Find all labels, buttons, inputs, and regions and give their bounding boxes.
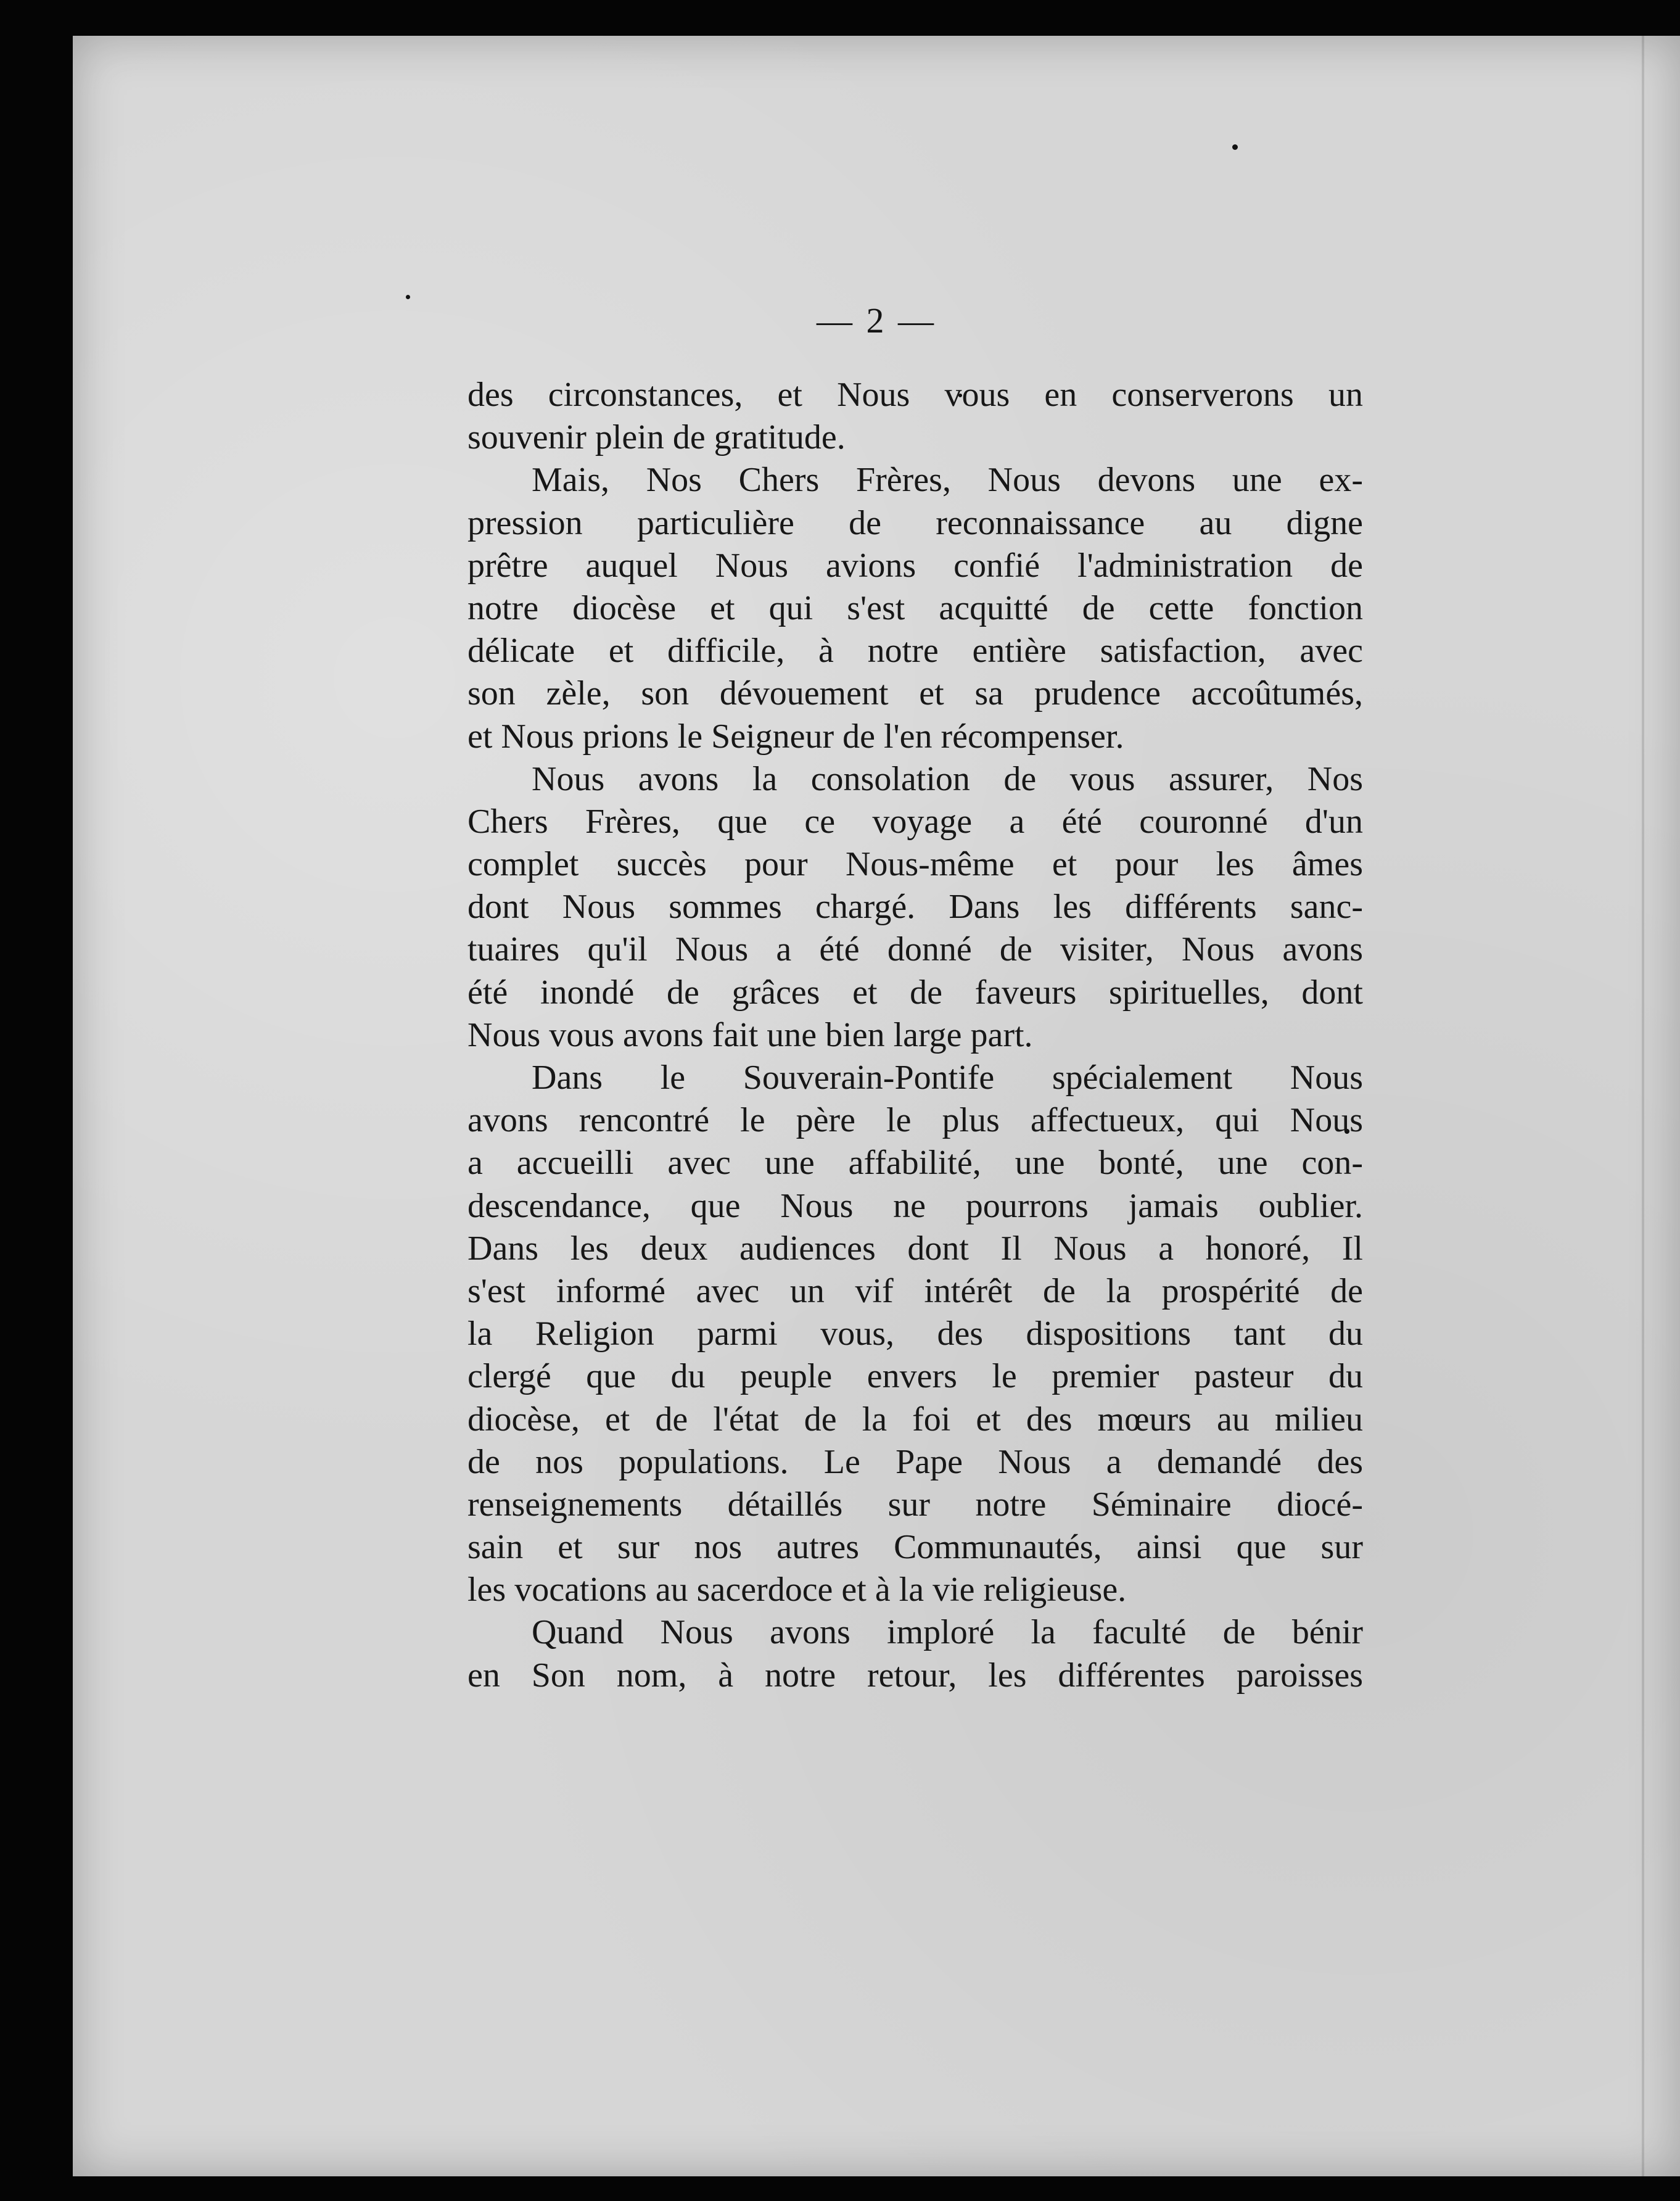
text-line: délicate et difficile, à notre entière satisfaction, avec — [467, 632, 1363, 671]
text-line: Chers Frères, que ce voyage a été couronné d'un — [467, 802, 1363, 841]
text-line: et Nous prions le Seigneur de l'en récompenser. — [467, 717, 1124, 756]
text-line: Nous vous avons fait une bien large part. — [467, 1015, 1033, 1054]
text-line: en Son nom, à notre retour, les différentes paroisses — [467, 1656, 1363, 1695]
text-line: s'est informé avec un vif intérêt de la prospérité de — [467, 1271, 1363, 1310]
text-line: notre diocèse et qui s'est acquitté de cette fonction — [467, 588, 1363, 627]
document-page — [73, 36, 1680, 2176]
text-line: Dans les deux audiences dont Il Nous a honoré, Il — [467, 1229, 1363, 1268]
paragraph — [467, 374, 1363, 459]
page-number: — 2 — — [817, 300, 936, 341]
text-line: Nous avons la consolation de vous assurer, Nos — [532, 759, 1363, 798]
scan-speck — [406, 295, 410, 299]
text-line: Quand Nous avons imploré la faculté de bénir — [532, 1613, 1363, 1652]
text-line: été inondé de grâces et de faveurs spirituelles, dont — [467, 973, 1363, 1012]
text-line: diocèse, et de l'état de la foi et des mœurs au milieu — [467, 1400, 1363, 1439]
scan-speck — [1232, 144, 1238, 150]
text-line: prêtre auquel Nous avions confié l'administration de — [467, 546, 1363, 585]
text-line: les vocations au sacerdoce et à la vie religieuse. — [467, 1571, 1127, 1609]
text-line: descendance, que Nous ne pourrons jamais oublier. — [467, 1186, 1363, 1225]
text-line: renseignements détaillés sur notre Séminaire diocé- — [467, 1485, 1363, 1524]
text-line: Dans le Souverain-Pontife spécialement Nous — [532, 1059, 1363, 1097]
paragraph — [467, 459, 1363, 758]
paragraph — [467, 1057, 1363, 1611]
text-line: sain et sur nos autres Communautés, ainsi que sur — [467, 1528, 1363, 1567]
text-line: clergé que du peuple envers le premier pasteur du — [467, 1357, 1363, 1396]
text-line: avons rencontré le père le plus affectueux, qui Nous — [467, 1101, 1363, 1140]
paragraph — [467, 758, 1363, 1057]
text-line: Mais, Nos Chers Frères, Nous devons une ex- — [532, 461, 1363, 500]
text-line: des circonstances, et Nous vous en conserverons un — [467, 376, 1363, 414]
paragraph — [467, 1611, 1363, 1696]
text-line: son zèle, son dévouement et sa prudence accoûtumés, — [467, 674, 1363, 713]
text-line: de nos populations. Le Pape Nous a demandé des — [467, 1442, 1363, 1481]
body-text — [467, 374, 1363, 1697]
text-line: tuaires qu'il Nous a été donné de visiter, Nous avons — [467, 930, 1363, 969]
page-fold-edge — [1642, 36, 1644, 2176]
text-line: a accueilli avec une affabilité, une bonté, une con- — [467, 1144, 1363, 1183]
text-line: souvenir plein de gratitude. — [467, 418, 846, 457]
text-line: dont Nous sommes chargé. Dans les différents sanc- — [467, 888, 1363, 927]
text-line: la Religion parmi vous, des dispositions tant du — [467, 1315, 1363, 1353]
text-line: complet succès pour Nous-même et pour les âmes — [467, 845, 1363, 884]
text-line: pression particulière de reconnaissance au digne — [467, 503, 1363, 542]
